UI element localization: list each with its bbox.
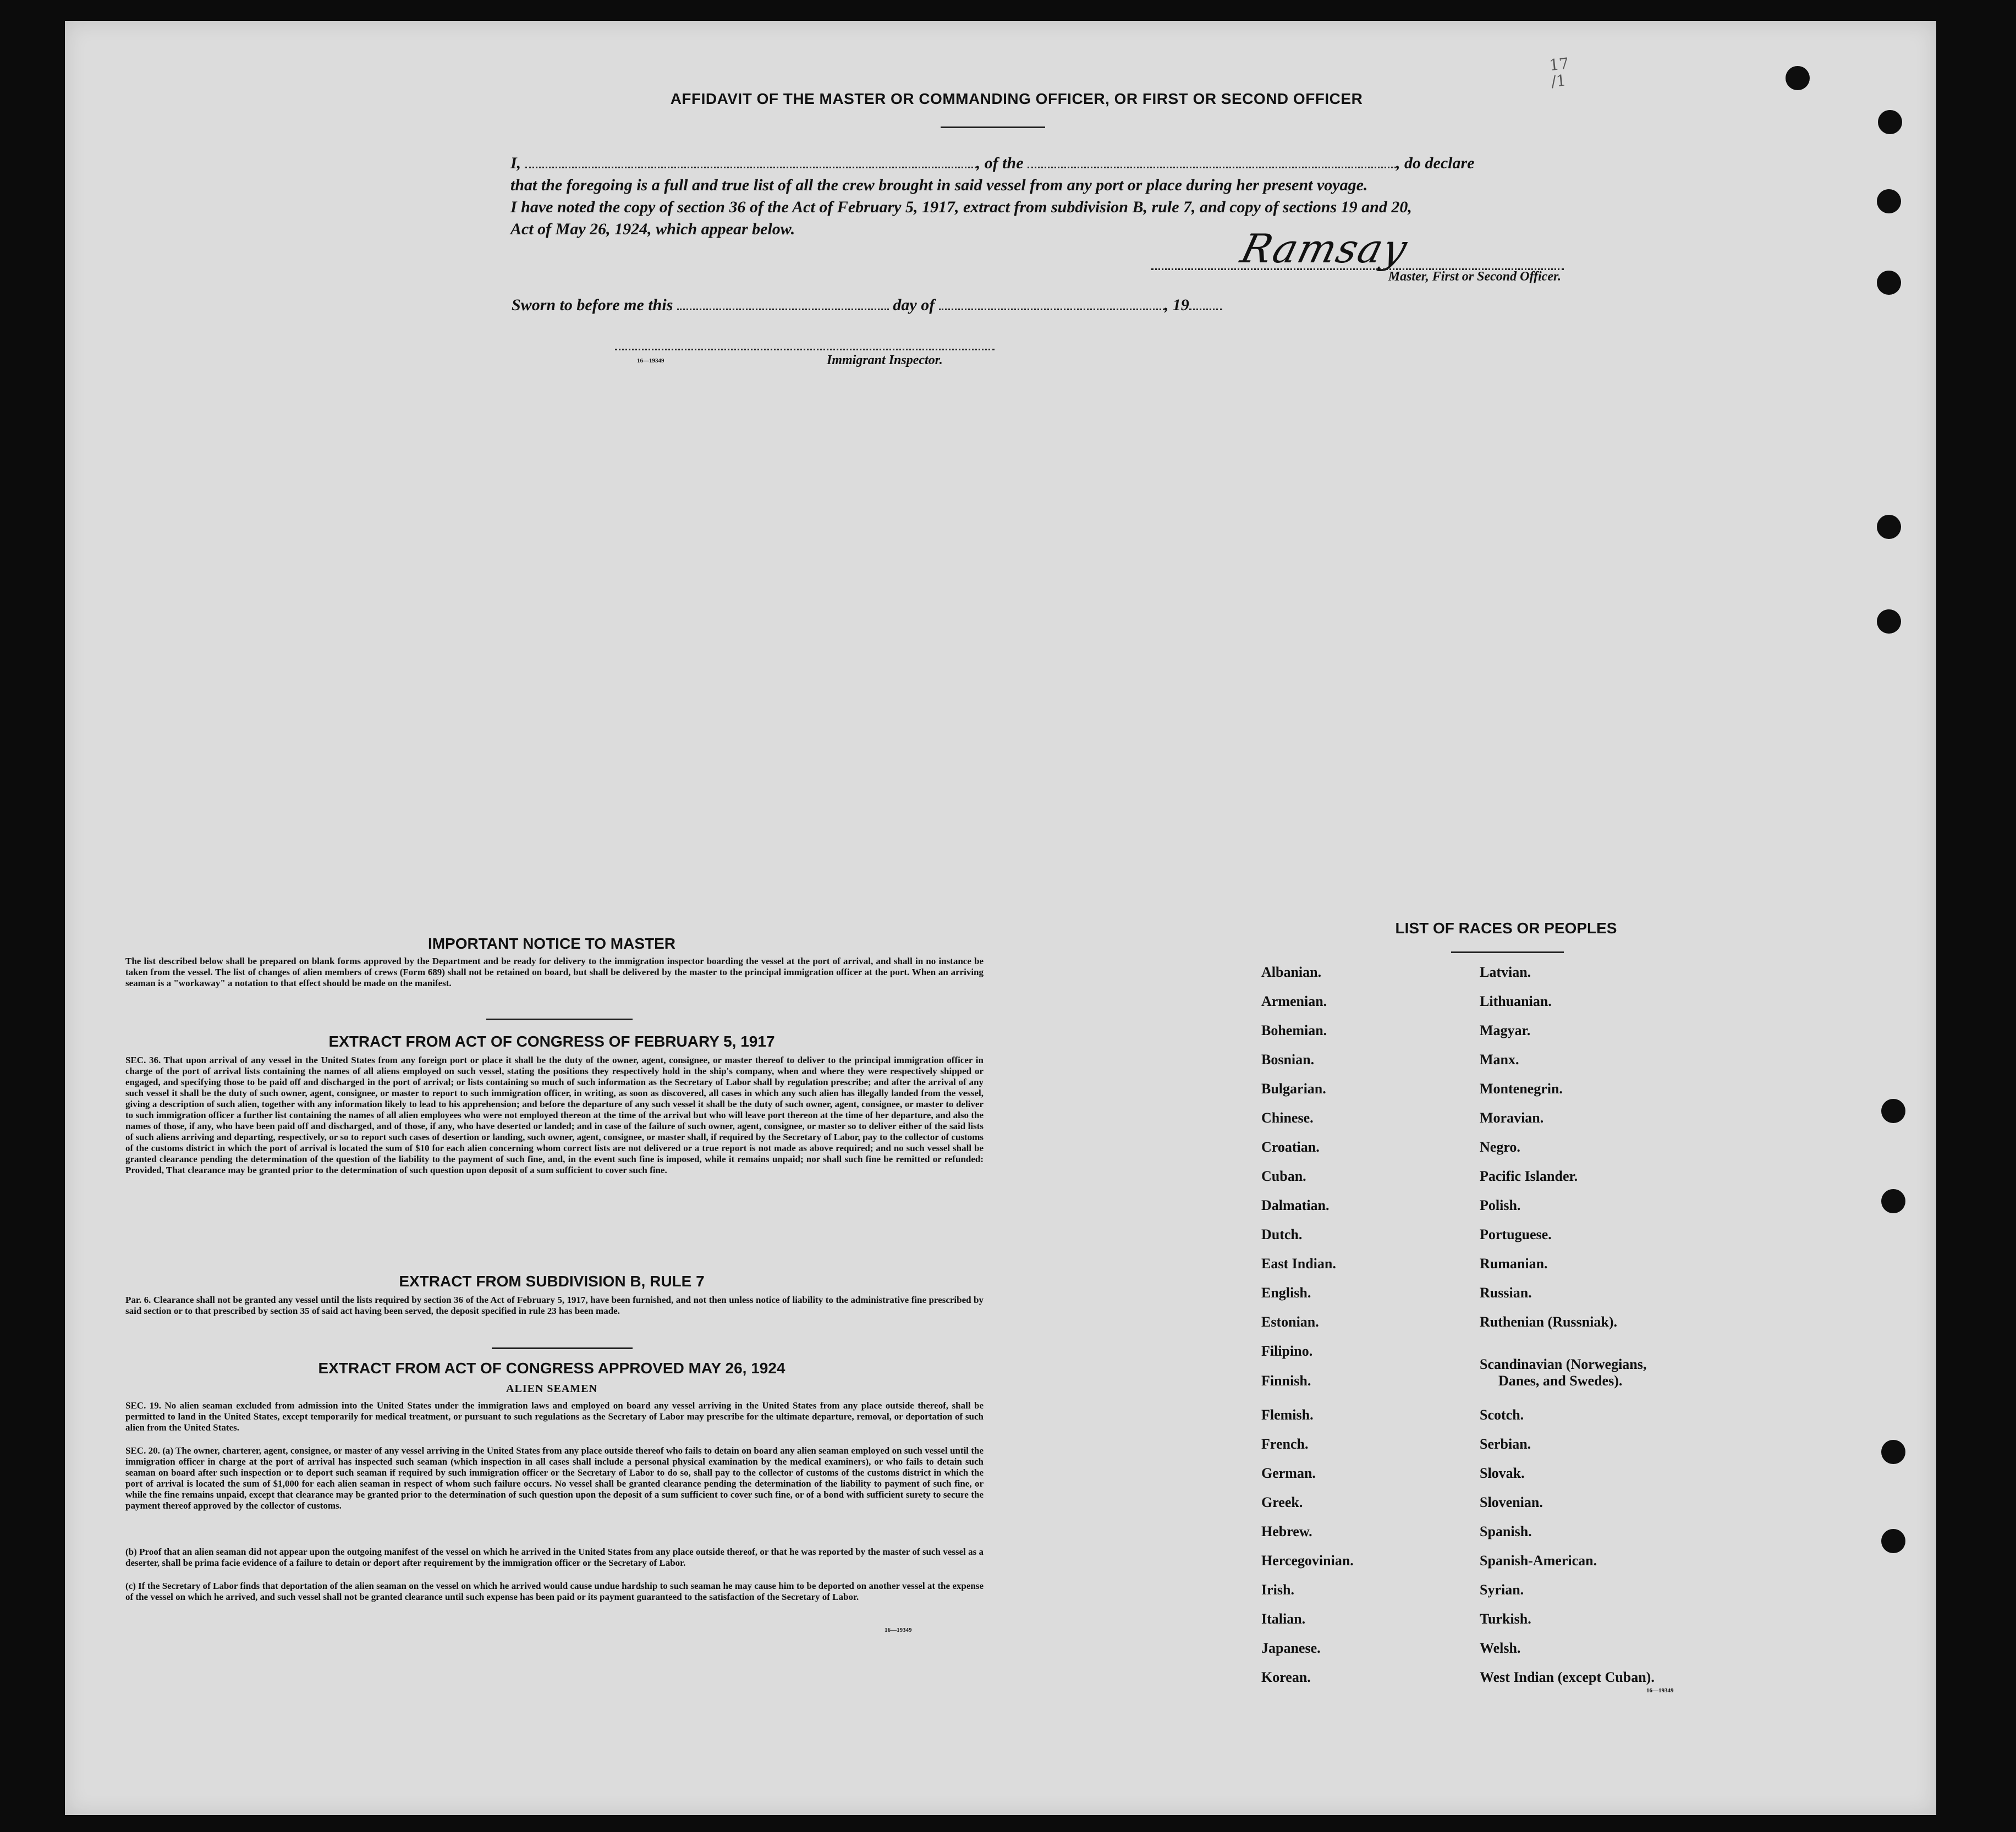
race-left: Hercegovinian.	[1261, 1553, 1354, 1569]
document-sheet	[65, 21, 1936, 1815]
race-right: Ruthenian (Russniak).	[1480, 1314, 1617, 1330]
race-left: Greek.	[1261, 1494, 1303, 1510]
race-left: Cuban.	[1261, 1168, 1306, 1184]
corner-annotation: 17 /1	[1548, 54, 1570, 91]
race-right: Negro.	[1480, 1139, 1520, 1155]
race-left: East Indian.	[1261, 1256, 1336, 1272]
extract-1917-text: SEC. 36. That upon arrival of any vessel in the United States from any foreign port or place it shall be the duty of the owner, agent, consignee, or master thereof to deliver to the principal immigration officer in charge of the port of arrival lists containing the names of all aliens employed on such vessel, stating the positions they respectively hold in the ship's company, when and where they were respectively shipped or engaged, and specifying those to be paid off and discharged in the port of arrival; or lists containing so much of such information as the Secretary of Labor shall by regulation prescribe; and after the arrival of any such vessel it shall be the duty of such owner, agent, consignee, or master to report to such immigration officer, in writing, as soon as discovered, all cases in which any such alien has illegally landed from the vessel, giving a description of such alien, together with any information likely to lead to his apprehension; and before the departure of any such vessel it shall be the duty of such owner, agent, consignee, or master to deliver to such immigration officer a further list containing the names of all alien employees who were not employed thereon at the time of the arrival but who will leave port thereon at the time of her departure, and also the names of those, if any, who have been paid off and discharged, and of those, if any, who have deserted or landed; and in case of the failure of such owner, agent, consignee, or master so to deliver either of the said lists of such aliens arriving and departing, respectively, or so to report such cases of desertion or landing, such owner, agent, consignee, or master shall, if required by the Secretary of Labor, pay to the collector of customs of the customs district in which the port of arrival is located the sum of $10 for each alien concerning whom correct lists are not delivered or a true report is not made as above required; and no such vessel shall be granted clearance pending the determination of the question of the liability to the payment of such fine, and, in the event such fine is imposed, while it remains unpaid; nor shall such fine be remitted or refunded: Provided, That clearance may be granted prior to the determination of such question upon deposit of a sum sufficient to cover such fine.	[125, 1055, 984, 1175]
race-left: Hebrew.	[1261, 1523, 1312, 1539]
punch-hole	[1877, 189, 1901, 213]
race-left: Japanese.	[1261, 1640, 1321, 1656]
extract-1924-title: EXTRACT FROM ACT OF CONGRESS APPROVED MAY 26, 1924	[318, 1360, 785, 1377]
sworn-month-field[interactable]	[939, 309, 1164, 310]
label-do-declare: , do declare	[1396, 154, 1475, 172]
race-left: Albanian.	[1261, 964, 1322, 980]
race-left: Dalmatian.	[1261, 1197, 1330, 1213]
punch-hole	[1881, 1529, 1905, 1553]
punch-hole	[1881, 1189, 1905, 1213]
race-right: Portuguese.	[1480, 1226, 1552, 1242]
affidavit-title: AFFIDAVIT OF THE MASTER OR COMMANDING OFFICER, OR FIRST OR SECOND OFFICER	[670, 90, 1363, 107]
punch-hole	[1877, 271, 1901, 295]
race-right: Moravian.	[1480, 1110, 1544, 1126]
affidavit-line-2: that the foregoing is a full and true list of all the crew brought in said vessel from any port or place during her present voyage.	[510, 176, 1368, 194]
race-right: Russian.	[1480, 1285, 1532, 1301]
race-right: Syrian.	[1480, 1582, 1524, 1598]
race-left: German.	[1261, 1465, 1316, 1481]
race-left: Italian.	[1261, 1611, 1306, 1627]
races-form-number: 16—19349	[1646, 1687, 1674, 1694]
title-underline	[941, 126, 1045, 128]
races-divider	[1451, 951, 1564, 953]
name-field[interactable]	[525, 167, 976, 168]
race-left: Bulgarian.	[1261, 1081, 1326, 1097]
race-right: Slovenian.	[1480, 1494, 1543, 1510]
race-left: Chinese.	[1261, 1110, 1314, 1126]
extract-1924-subtitle: ALIEN SEAMEN	[506, 1383, 597, 1395]
label-i: I,	[510, 154, 521, 172]
race-right: Slovak.	[1480, 1465, 1525, 1481]
race-right: West Indian (except Cuban).	[1480, 1669, 1655, 1685]
notice-divider	[486, 1019, 633, 1020]
notice-title: IMPORTANT NOTICE TO MASTER	[427, 935, 676, 952]
race-left: Finnish.	[1261, 1373, 1311, 1389]
punch-hole	[1881, 1440, 1905, 1464]
signature: Ramsay	[1236, 225, 1413, 272]
race-left: English.	[1261, 1285, 1311, 1301]
race-left: Flemish.	[1261, 1407, 1314, 1423]
races-title: LIST OF RACES OR PEOPLES	[1395, 920, 1617, 937]
year-prefix: , 19	[1164, 296, 1189, 314]
notice-text: The list described below shall be prepared on blank forms approved by the Department and be ready for delivery to the immigration inspector boarding the vessel at the port of arrival, and shall in no instance be taken from the vessel. The list of changes of alien members of crews (Form 689) shall not be retained on board, but shall be delivered by the master to the principal immigration officer at the port. When an arriving seaman is a "workaway" a notation to that effect should be made on the manifest.	[125, 956, 984, 988]
race-left: Armenian.	[1261, 993, 1327, 1009]
race-right: Pacific Islander.	[1480, 1168, 1578, 1184]
race-right: Lithuanian.	[1480, 993, 1552, 1009]
race-right: Serbian.	[1480, 1436, 1531, 1452]
sworn-label: Sworn to before me this	[512, 296, 673, 314]
punch-hole	[1878, 110, 1902, 134]
race-right: Manx.	[1480, 1052, 1519, 1068]
race-right: Latvian.	[1480, 964, 1531, 980]
race-right: Spanish-American.	[1480, 1553, 1597, 1569]
rule7-divider	[492, 1347, 633, 1349]
race-left: Bohemian.	[1261, 1022, 1327, 1038]
rule7-text: Par. 6. Clearance shall not be granted any vessel until the lists required by section 36 of the Act of February 5, 1917, have been furnished, and not then unless notice of liability to the administrative fine prescribed by said section or to that prescribed by section 35 of said act having been served, the deposit specified in rule 23 has been made.	[125, 1295, 984, 1316]
punch-hole	[1881, 1099, 1905, 1123]
punch-hole	[1877, 609, 1901, 634]
extract-1917-title: EXTRACT FROM ACT OF CONGRESS OF FEBRUARY 5, 1917	[328, 1033, 775, 1050]
extract-1924-sec19: SEC. 19. No alien seaman excluded from admission into the United States under the immigration laws and employed on board any vessel arriving in the United States from any place outside thereof, shall be permitted to land in the United States, except temporarily for medical treatment, or pursuant to such regulations as the Secretary of Labor may prescribe for the ultimate departure, removal, or deportation of such alien from the United States.	[125, 1400, 984, 1433]
race-left: Estonian.	[1261, 1314, 1319, 1330]
affidavit-line-3: I have noted the copy of section 36 of the Act of February 5, 1917, extract from subdivision B, rule 7, and copy of sections 19 and 20,	[510, 198, 1412, 216]
race-left: Dutch.	[1261, 1226, 1303, 1242]
signature-caption: Master, First or Second Officer.	[1388, 269, 1561, 284]
race-left: Irish.	[1261, 1582, 1294, 1598]
vessel-field[interactable]	[1028, 167, 1396, 168]
label-of-the: , of the	[976, 154, 1024, 172]
race-right: Turkish.	[1480, 1611, 1531, 1627]
sworn-line	[512, 296, 1392, 315]
race-right: Magyar.	[1480, 1022, 1531, 1038]
extract-1924-sec20a: SEC. 20. (a) The owner, charterer, agent, consignee, or master of any vessel arriving in the United States from any place outside thereof who fails to detain on board any alien seaman employed on such vessel until the immigration officer in charge at the port of arrival has inspected such seaman (which inspection in all cases shall include a personal physical examination by the medical examiners), or who fails to detain such seaman on board after such inspection or to deport such seaman if required by such immigration officer or the Secretary of Labor to do so, shall pay to the collector of customs of the customs district in which the port of arrival is located the sum of $1,000 for each alien seaman in respect of whom such failure occurs. No vessel shall be granted clearance pending the determination of the liability to payment of such fine, or while the fine remains unpaid, except that clearance may be granted prior to the determination of such question upon the deposit of a sum sufficient to cover such fine, or of a bond with sufficient surety to secure the payment thereof approved by the collector of customs.	[125, 1445, 984, 1511]
extract-1924-sec20b: (b) Proof that an alien seaman did not appear upon the outgoing manifest of the vessel on which he arrived in the United States from any place outside thereof, or that he was reported by the master of such vessel as a deserter, shall be prima facie evidence of a failure to detain or deport after requirement by the immigration officer or the Secretary of Labor.	[125, 1547, 984, 1568]
day-of-label: day of	[893, 296, 935, 314]
race-right: Polish.	[1480, 1197, 1521, 1213]
race-left: Croatian.	[1261, 1139, 1320, 1155]
punch-hole	[1786, 66, 1810, 90]
race-right: Scandinavian (Norwegians,	[1480, 1356, 1647, 1372]
race-right: Montenegrin.	[1480, 1081, 1563, 1097]
race-left: French.	[1261, 1436, 1309, 1452]
affidavit-form-number: 16—19349	[637, 357, 664, 364]
inspector-caption: Immigrant Inspector.	[827, 353, 943, 367]
race-right: Spanish.	[1480, 1523, 1532, 1539]
race-right: Danes, and Swedes).	[1498, 1373, 1623, 1389]
race-left: Filipino.	[1261, 1343, 1313, 1359]
affidavit-line-1	[510, 154, 1583, 173]
affidavit-line-4: Act of May 26, 1924, which appear below.	[510, 220, 795, 238]
race-right: Welsh.	[1480, 1640, 1521, 1656]
sworn-year-field[interactable]	[1189, 309, 1222, 310]
extract-form-number: 16—19349	[885, 1627, 912, 1633]
rule7-title: EXTRACT FROM SUBDIVISION B, RULE 7	[399, 1273, 705, 1290]
punch-hole	[1877, 515, 1901, 539]
sworn-day-field[interactable]	[677, 309, 889, 310]
inspector-line	[615, 349, 995, 350]
race-left: Bosnian.	[1261, 1052, 1315, 1068]
race-left: Korean.	[1261, 1669, 1311, 1685]
extract-1924-sec20c: (c) If the Secretary of Labor finds that deportation of the alien seaman on the vessel on which he arrived would cause undue hardship to such seaman he may cause him to be deported on another vessel at the expense of the vessel on which he arrived, and such vessel shall not be granted clearance until such expense has been paid or its payment guaranteed to the satisfaction of the Secretary of Labor.	[125, 1581, 984, 1602]
race-right: Scotch.	[1480, 1407, 1524, 1423]
race-right: Rumanian.	[1480, 1256, 1548, 1272]
